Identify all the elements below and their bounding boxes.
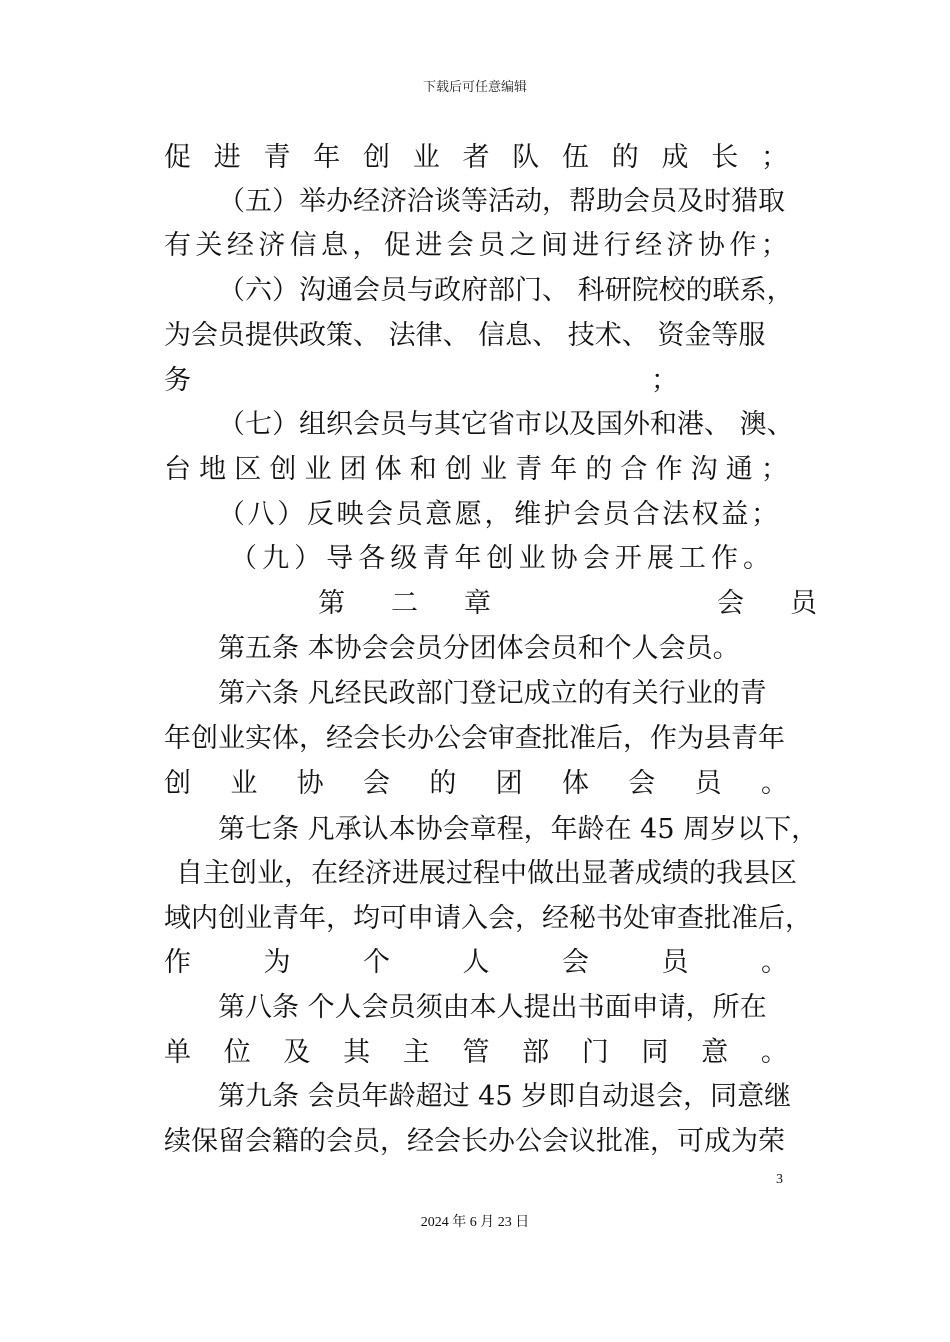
body-line: （六）沟通会员与政府部门、 科研院校的联系， (218, 275, 794, 306)
body-line: （ 八 ） 反 映 会 员 意 愿 ， 维 护 会 员 合 法 权 益 ； (218, 499, 778, 530)
body-line: （ 九 ） 导 各 级 青 年 创 业 协 会 开 展 工 作 。 (230, 543, 770, 574)
article-8: 第八条 个人会员须由本人提出书面申请，所在 (218, 992, 767, 1023)
article-5: 第五条 本协会会员分团体会员和个人会员。 (218, 633, 740, 664)
body-line: （七）组织会员与其它省市以及国外和港、 澳、 (218, 409, 794, 440)
body-line: 台 地 区 创 业 团 体 和 创 业 青 年 的 合 作 沟 通 ； (164, 454, 788, 485)
page-number: 3 (776, 1172, 783, 1187)
chapter-title: 第二章 会员 (318, 588, 863, 619)
body-line: 有 关 经 济 信 息 ， 促 进 会 员 之 间 进 行 经 济 协 作 ； (164, 230, 788, 261)
article-9: 第九条 会员年龄超过 45 岁即自动退会，同意继 (218, 1081, 792, 1112)
body-line: 为会员提供政策、 法律、 信息、 技术、 资金等服 (164, 320, 766, 351)
body-line: 自主创业，在经济进展过程中做出显著成绩的我县区 (176, 858, 797, 889)
body-line: 续保留会籍的会员，经会长办公会议批准，可成为荣 (164, 1126, 785, 1157)
body-line: 域内创业青年，均可申请入会，经秘书处审查批准后， (164, 903, 812, 934)
page-header: 下载后可任意编辑 (422, 80, 527, 95)
body-line: 单 位 及 其 主 管 部 门 同 意 。 (164, 1037, 788, 1068)
body-line: 创 业 协 会 的 团 体 会 员 。 (164, 768, 788, 799)
article-6: 第六条 凡经民政部门登记成立的有关行业的青 (218, 678, 767, 709)
body-line: 作 为 个 人 会 员 。 (164, 947, 788, 978)
body-line: 务 ； (164, 365, 678, 396)
body-line: 促 进 青 年 创 业 者 队 伍 的 成 长 ； (164, 142, 788, 173)
body-line: （五）举办经济洽谈等活动，帮助会员及时猎取 (218, 186, 785, 217)
footer-date: 2024 年 6 月 23 日 (420, 1215, 530, 1230)
article-7: 第七条 凡承认本协会章程，年龄在 45 周岁以下， (218, 814, 819, 845)
body-line: 年创业实体，经会长办公会审查批准后，作为县青年 (164, 723, 785, 754)
